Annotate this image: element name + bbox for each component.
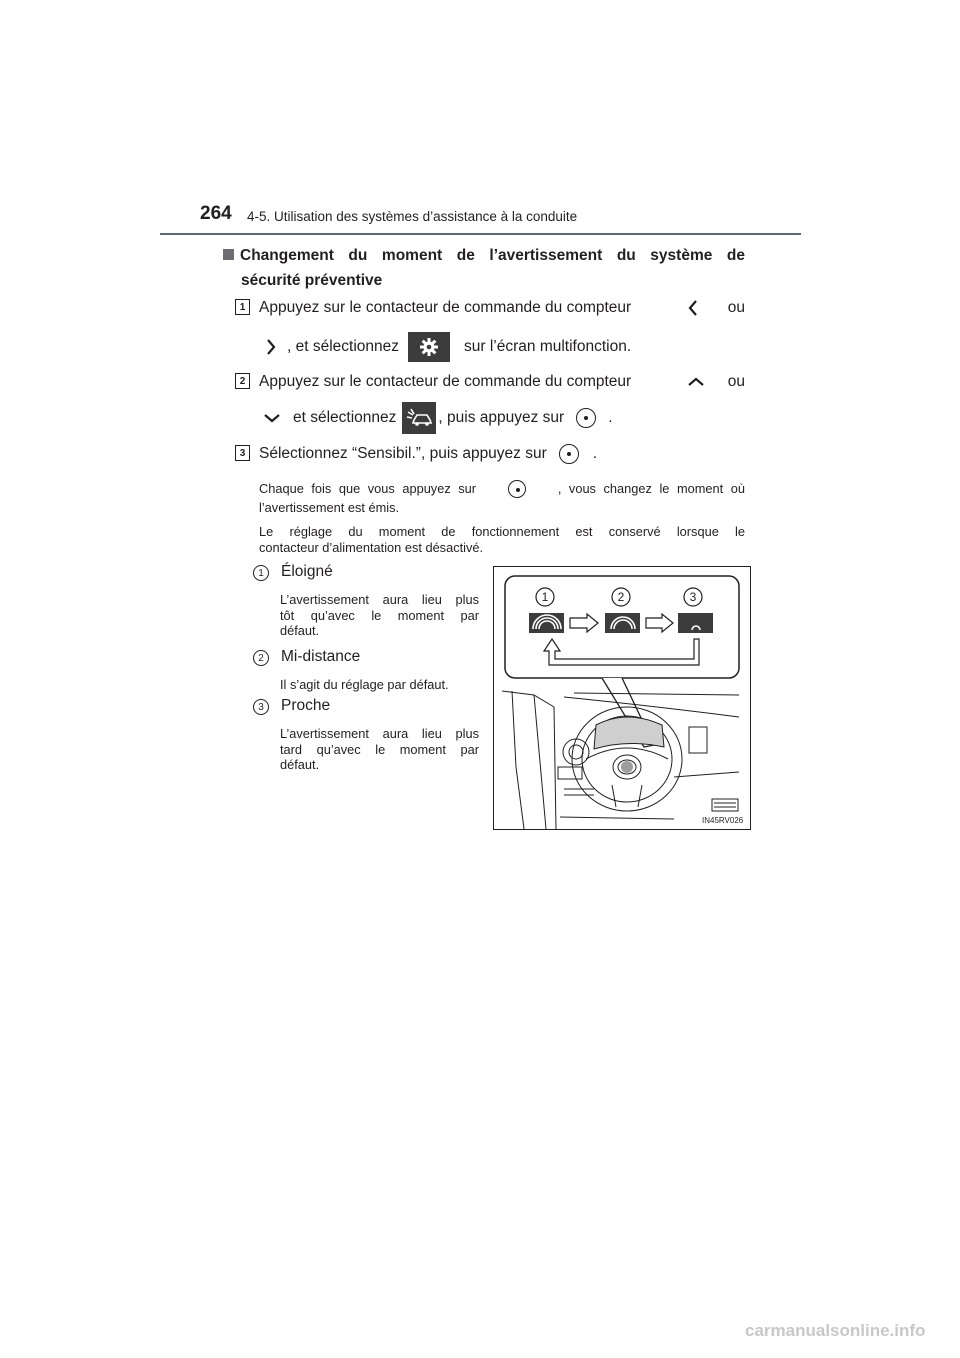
chevron-up-icon <box>688 377 704 387</box>
enter-button-icon <box>576 408 596 428</box>
chevron-left-icon <box>688 300 698 316</box>
pcs-car-icon <box>402 402 436 434</box>
step-3-period: . <box>592 445 598 462</box>
desc-line: L’avertissement aura lieu plus <box>280 592 479 607</box>
step-3-text: Sélectionnez “Sensibil.”, puis appuyez sur <box>259 445 547 462</box>
step-1-line-2 <box>266 332 631 362</box>
watermark: carmanualsonline.info <box>745 1321 926 1340</box>
note-1-pre: Chaque fois que vous appuyez sur <box>259 481 477 496</box>
note-1-line-2: l’avertissement est émis. <box>259 500 400 515</box>
step-2-period: . <box>608 409 613 426</box>
step-2-press-text: , puis appuyez sur <box>438 409 565 426</box>
step-number-2: 2 <box>235 373 250 389</box>
option-desc-near <box>280 726 479 773</box>
desc-line: Il s’agit du réglage par défaut. <box>280 677 449 692</box>
note-1-line-1 <box>259 480 745 498</box>
subsection-heading <box>223 243 745 293</box>
step-number-1: 1 <box>235 299 250 315</box>
settings-gear-icon <box>408 332 450 362</box>
step-3-line <box>259 444 597 464</box>
section-title: 4-5. Utilisation des systèmes d’assistance à la conduite <box>247 209 578 224</box>
step-1-line-1 <box>259 299 745 317</box>
desc-line: défaut. <box>280 623 320 638</box>
figure-code: IN45RV026 <box>702 816 744 825</box>
step-2-line-1 <box>259 373 745 391</box>
header-rule <box>160 233 801 235</box>
option-label-far: Éloigné <box>281 563 333 580</box>
chevron-down-icon <box>264 413 280 423</box>
option-label-mid: Mi-distance <box>281 648 361 665</box>
note-1-post: , vous changez le moment où <box>557 481 745 496</box>
step-number-3: 3 <box>235 445 250 461</box>
page-number: 264 <box>200 203 232 224</box>
step-1-or: ou <box>727 299 745 316</box>
option-desc-mid <box>280 677 479 693</box>
step-2-or: ou <box>727 373 745 390</box>
desc-line: tard qu’avec le moment par <box>280 741 479 757</box>
step-1-screen-text: sur l’écran multifonction. <box>464 338 632 355</box>
step-2-line-2 <box>264 402 613 434</box>
figure-label-2: 2 <box>617 590 625 604</box>
enter-button-icon <box>559 444 579 464</box>
desc-line: L’avertissement aura lieu plus <box>280 726 479 741</box>
option-desc-far <box>280 592 479 639</box>
note-2-line-1: Le réglage du moment de fonctionnement est conservé lorsque le <box>259 524 745 539</box>
option-number-1: 1 <box>253 565 269 581</box>
heading-line-2: sécurité préventive <box>241 272 383 289</box>
bullet-square-icon <box>223 249 234 260</box>
step-1-text: Appuyez sur le contacteur de commande du compteur <box>259 299 632 316</box>
dashboard-drawing <box>494 567 750 829</box>
note-2-line-2: contacteur d’alimentation est désactivé. <box>259 540 484 555</box>
step-2-text: Appuyez sur le contacteur de commande du compteur <box>259 373 632 390</box>
dashboard-illustration <box>493 566 751 830</box>
option-label-near: Proche <box>281 697 331 714</box>
enter-button-icon <box>508 480 526 498</box>
option-number-2: 2 <box>253 650 269 666</box>
chevron-right-icon <box>266 339 276 355</box>
figure-label-1: 1 <box>541 590 549 604</box>
step-1-select-text: , et sélectionnez <box>287 338 400 355</box>
desc-line: défaut. <box>280 757 320 772</box>
figure-label-3: 3 <box>689 590 697 604</box>
step-2-select-text: et sélectionnez <box>293 409 397 426</box>
heading-line-1: Changement du moment de l’avertissement du système de <box>240 247 745 264</box>
option-number-3: 3 <box>253 699 269 715</box>
desc-line: tôt qu’avec le moment par <box>280 607 479 623</box>
